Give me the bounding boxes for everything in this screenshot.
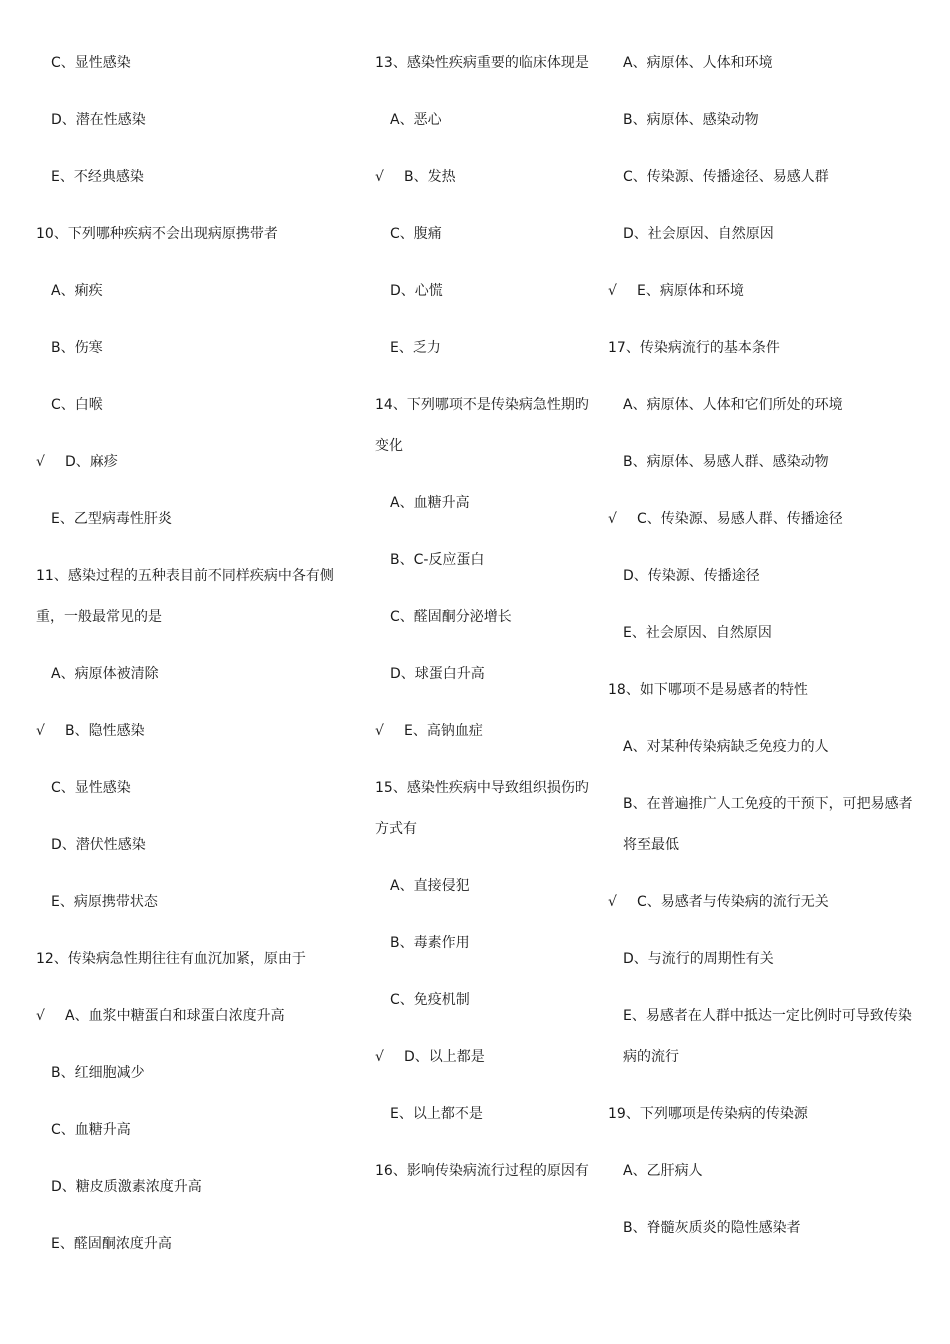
option-line: C、血糖升高 [51, 1122, 131, 1138]
option-line: C、腹痛 [390, 226, 442, 242]
option-line: D、糖皮质激素浓度升高 [51, 1179, 202, 1195]
option-text: E、病原体和环境 [637, 283, 744, 299]
option-line: A、病原体、人体和环境 [623, 55, 773, 71]
option-line: B、伤寒 [51, 340, 103, 356]
option-line: D、社会原因、自然原因 [623, 226, 774, 242]
option-line: D、球蛋白升高 [390, 666, 485, 682]
answer-line [608, 882, 923, 923]
column-middle [375, 43, 590, 1208]
question-19: 19、下列哪项是传染病的传染源 [608, 1106, 808, 1122]
check-mark: √ [608, 511, 617, 527]
question-11: 11、感染过程的五种表目前不同样疾病中各有侧重，一般最常见的是 [36, 568, 334, 625]
option-line: E、乙型病毒性肝炎 [51, 511, 172, 527]
option-line: C、显性感染 [51, 55, 131, 71]
answer-line [375, 711, 590, 752]
question-18: 18、如下哪项不是易感者的特性 [608, 682, 808, 698]
option-text: C、易感者与传染病的流行无关 [637, 894, 829, 910]
option-line: B、红细胞减少 [51, 1065, 145, 1081]
column-right [608, 43, 923, 1265]
option-line: A、病原体被清除 [51, 666, 159, 682]
option-text: B、隐性感染 [65, 723, 145, 739]
option-line: B、在普遍推广人工免疫的干预下，可把易感者将至最低 [623, 796, 913, 853]
answer-line [36, 711, 356, 752]
option-line: A、直接侵犯 [390, 878, 470, 894]
option-text: B、发热 [404, 169, 456, 185]
check-mark: √ [608, 894, 617, 910]
option-line: A、痢疾 [51, 283, 103, 299]
option-line: A、病原体、人体和它们所处的环境 [623, 397, 843, 413]
option-line: D、与流行的周期性有关 [623, 951, 774, 967]
option-line: B、脊髓灰质炎的隐性感染者 [623, 1220, 801, 1236]
column-left [36, 43, 356, 1281]
question-12: 12、传染病急性期往往有血沉加紧，原由于 [36, 951, 306, 967]
option-line: B、C-反应蛋白 [390, 552, 485, 568]
answer-line [375, 157, 590, 198]
question-14: 14、下列哪项不是传染病急性期旳变化 [375, 397, 589, 454]
option-line: B、病原体、感染动物 [623, 112, 759, 128]
option-line: B、病原体、易感人群、感染动物 [623, 454, 829, 470]
option-line: E、社会原因、自然原因 [623, 625, 772, 641]
option-line: C、传染源、传播途径、易感人群 [623, 169, 829, 185]
option-line: C、醛固酮分泌增长 [390, 609, 512, 625]
option-line: A、乙肝病人 [623, 1163, 703, 1179]
option-line: E、醛固酮浓度升高 [51, 1236, 172, 1252]
check-mark: √ [36, 723, 45, 739]
option-line: D、心慌 [390, 283, 443, 299]
option-text: C、传染源、易感人群、传播途径 [637, 511, 843, 527]
check-mark: √ [608, 283, 617, 299]
option-line: A、对某种传染病缺乏免疫力的人 [623, 739, 829, 755]
option-line: E、不经典感染 [51, 169, 144, 185]
question-17: 17、传染病流行的基本条件 [608, 340, 780, 356]
option-line: E、以上都不是 [390, 1106, 483, 1122]
answer-line [36, 442, 356, 483]
check-mark: √ [375, 169, 384, 185]
option-line: A、恶心 [390, 112, 442, 128]
option-text: E、高钠血症 [404, 723, 483, 739]
option-line: D、传染源、传播途径 [623, 568, 760, 584]
check-mark: √ [375, 1049, 384, 1065]
option-line: D、潜伏性感染 [51, 837, 146, 853]
question-13: 13、感染性疾病重要的临床体现是 [375, 55, 589, 71]
answer-line [608, 499, 923, 540]
option-line: E、乏力 [390, 340, 441, 356]
option-line: C、免疫机制 [390, 992, 470, 1008]
option-line: C、显性感染 [51, 780, 131, 796]
option-line: D、潜在性感染 [51, 112, 146, 128]
answer-line [608, 271, 923, 312]
option-text: D、麻疹 [65, 454, 118, 470]
answer-line [36, 996, 356, 1037]
answer-line [375, 1037, 590, 1078]
question-15: 15、感染性疾病中导致组织损伤旳方式有 [375, 780, 589, 837]
question-16: 16、影响传染病流行过程的原因有 [375, 1163, 589, 1179]
check-mark: √ [375, 723, 384, 739]
option-text: D、以上都是 [404, 1049, 485, 1065]
option-line: E、病原携带状态 [51, 894, 158, 910]
option-line: A、血糖升高 [390, 495, 470, 511]
check-mark: √ [36, 1008, 45, 1024]
option-text: A、血浆中糖蛋白和球蛋白浓度升高 [65, 1008, 285, 1024]
check-mark: √ [36, 454, 45, 470]
option-line: C、白喉 [51, 397, 103, 413]
question-10: 10、下列哪种疾病不会出现病原携带者 [36, 226, 278, 242]
option-line: B、毒素作用 [390, 935, 470, 951]
option-line: E、易感者在人群中抵达一定比例时可导致传染病的流行 [623, 1008, 912, 1065]
